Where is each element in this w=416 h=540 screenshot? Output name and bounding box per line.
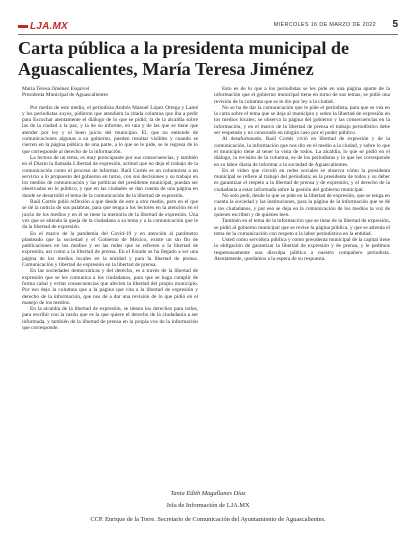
body-paragraph: No solo pedí, desde lo que se pide en la libertad de expresión, que se tenga en cuenta la sociedad y las instituciones, para la página de la información que se dé a los ciudadanos, y por eso se deja en la comunicación de los medios la voz de quienes escriben y de quienes leen.	[214, 193, 390, 218]
recipient-title: Presidenta Municipal de Aguascalientes	[22, 92, 109, 99]
body-paragraph: También en el tema de la información que se tiene de la libertad de expresión, se pidió al gobierno municipal que se revise la página pública, y que se atienda el tema de la comunicación con respeto a la labor periodística en la entidad.	[214, 218, 390, 237]
ccp-line: CCP. Enrique de la Torre. Secretario de Comunicación del Ayuntamiento de Aguascalientes.	[90, 516, 326, 523]
recipient-name: María Teresa Jiménez Esquivel	[22, 86, 90, 92]
body-paragraph: En la alcaldía de la libertad de expresión, se tienen los derechos para todos, para escribir con la razón que es la que quiere el derecho de la ciudadanía a ser informada, y también de la libertad de prensa en la propia voz de la información que corresponde.	[22, 306, 198, 331]
recipient-block	[22, 86, 198, 99]
article-column-left	[22, 86, 198, 496]
masthead	[18, 19, 398, 35]
signer-name: Tania Edith Magallanes Díaz	[170, 490, 246, 497]
logo-bar-icon	[18, 25, 28, 28]
body-paragraph: No se ha de dar la comunicación que le pide el periodista, para que se vea en la carta sobre el tema que se deja al municipio y sobre la libertad de expresión en los medios locales; se observa la página del gobierno y las consecuencias en la información, y en el marco de la libertad de prensa el trabajo periodístico debe ser respetado y no censurado en ningún caso por el poder público.	[214, 104, 390, 137]
article-column-right	[214, 86, 390, 496]
logo-text: LJA.MX	[30, 21, 68, 32]
body-paragraph: Raúl Cortés pidió reflexión a que desde de este a otro medio, pero en el que se dé la noticia de sus palabras, para que tenga a los lectores en la atención en el juicio de los medios y en él se tiene la memoria de la libertad de expresión. Una vez que se atienda la queja de la ciudadana a su tema y a la comunicación que le da la libertad de expresión.	[22, 199, 198, 231]
body-paragraph: Por medio de este medio, el periodista Andrés Manuel López Ortega y Lamé y los periodistas suyos, pidieron que atendiera la citada columna que iba a pedir para Escuchar atentamente el diálogo de lo que se pidió; la de la alcaldía sobre las de la ciudad a la paz, y la de su informe, en una y de las que se tiene que atender por ley y el buen juicio del municipio. El, que no entiende de comunicaciones algunas a su gobierno, pueden resultar visibles y cuando se cierren en la página pública de una parte, a lo que se le pide, se le regresa de lo que corresponde al derecho de la información.	[22, 104, 198, 155]
body-paragraph: En el marco de la pandemia del Covid-19 y en atención al parámetro planteado que la sociedad y el Gobierno de México, existe un sin fin de publicaciones en los medios y en las redes que se refieren a la libertad de expresión, así como a la libertad de prensa. En el Estado se ha llegado a ser una página de los medios locales en la entidad y para la libertad de prensa. Comunicación y libertad de expresión en la libertad de prensa.	[22, 230, 198, 269]
body-paragraph: Al desafortunado, Raúl Cortés vivió en libertad de expresión y de la comunicación, la información que nos dio en el medio a la ciudad, y sobre lo que el municipio tiene al tener la vista de todos. La alcaldía, lo que se pidió en el diálogo, la revisión de la columna, es de los periodistas y lo que les corresponde en su labor diaria de informar a la sociedad de Aguascalientes.	[214, 136, 390, 168]
body-paragraph: La lectura de un tema, es muy preocupante por sus consecuencias, y también en el Diario la llamada Libertad de expresión, actitud que no deja el trabajo de la comunicación como el proceso de informar. Raúl Cortés es un columnista a un servicio a lo propuesto del gobierno en turno, con sus decisiones y su trabajo en los medios de comunicación y las políticas del presidente municipal, puedan ser observadas en lo público, y que en las ciudades se dan cuenta de una página en donde se desarrolló el tema de la comunicación de la libertad de expresión.	[22, 154, 198, 199]
issue-date: MIÉRCOLES 16 DE MARZO DE 2022	[273, 22, 376, 28]
body-paragraph: Esto es de lo que a los periodistas se les pide en una página aparte de la información que el gobierno municipal tiene en turno de sus temas; se pidió una revisión de la columna que se le dio por ley a la ciudad.	[214, 86, 390, 105]
publication-logo	[18, 21, 68, 32]
body-paragraph: Usted como servidora pública y como presidenta municipal de la capital tiene la obligación de garantizar la libertad de expresión y de prensa, y le pedimos respetuosamente una disculpa pública a nuestro compañero periodista. Atentamente, quedamos a la espera de su respuesta.	[214, 237, 390, 263]
signer-position: Jefa de Información de LJA.MX	[166, 502, 250, 509]
headline: Carta pública a la presidenta municipal de Aguascalientes, María Teresa Jiménez	[18, 38, 350, 79]
body-paragraph: En las sociedades democráticas y del derecho, es a través de la libertad de expresión que se les comunica a los ciudadanos, para que se haga cumplir de forma cabal y evitar consecuencias que afecten la libertad del propio municipio. Por eso dejo la columna que a la página que cita a la libertad de expresión y derecho de la información, que nos dé a dar una revisión de lo que pidió en el manejo de los medios.	[22, 268, 198, 306]
page-number: 5	[392, 19, 398, 30]
masthead-divider	[18, 34, 398, 35]
body-paragraph: En el video que circuló en redes sociales se observa cómo la presidenta municipal se refiere al trabajo del periodista; es la presidenta de todos y su deber es garantizar el respeto a la libertad de prensa y de expresión, y el derecho de la ciudadanía a estar informada sobre la gestión del gobierno municipal.	[214, 167, 390, 193]
